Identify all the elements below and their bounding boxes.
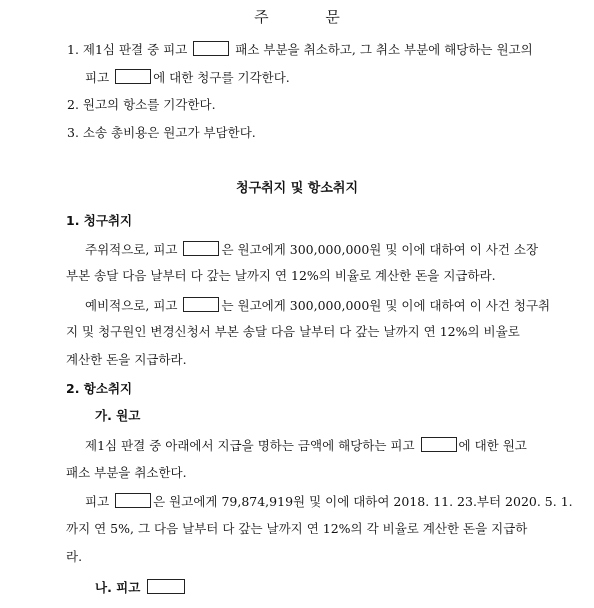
primary-claim-text-a: 주위적으로, 피고 bbox=[85, 242, 182, 257]
plaintiff-p2-line-2: 까지 연 5%, 그 다음 날부터 다 갚는 날까지 연 12%의 각 비율로 계산한 돈을 지급하 bbox=[66, 521, 528, 536]
appeal-heading: 2. 항소취지 bbox=[66, 381, 133, 396]
plaintiff-p1-text-a: 제1심 판결 중 아래에서 지급을 명하는 금액에 해당하는 피고 bbox=[85, 438, 419, 453]
defendant-heading bbox=[95, 579, 187, 596]
primary-claim-text-b: 은 원고에게 300,000,000원 및 이에 대하여 이 사건 소장 bbox=[221, 242, 539, 257]
claims-heading: 1. 청구취지 bbox=[66, 213, 133, 228]
primary-claim-line-2: 부본 송달 다음 날부터 다 갚는 날까지 연 12%의 비율로 계산한 돈을 지급하라. bbox=[66, 268, 496, 283]
section-title: 청구취지 및 항소취지 bbox=[235, 181, 359, 196]
alt-claim-line-1 bbox=[85, 297, 550, 314]
plaintiff-p2-text-a: 피고 bbox=[85, 494, 114, 509]
redaction-box bbox=[421, 437, 457, 452]
defendant-heading-text: 나. 피고 bbox=[95, 580, 145, 595]
alt-claim-text-a: 예비적으로, 피고 bbox=[85, 298, 182, 313]
alt-claim-line-2: 지 및 청구원인 변경신청서 부본 송달 다음 날부터 다 갚는 날까지 연 12%의 비율로 bbox=[66, 324, 520, 339]
redaction-box bbox=[147, 579, 185, 594]
plaintiff-p1-line-1 bbox=[85, 437, 527, 454]
order-item-1-cont bbox=[85, 69, 290, 86]
alt-claim-line-3: 계산한 돈을 지급하라. bbox=[66, 352, 187, 367]
plaintiff-p2-text-b: 은 원고에게 79,874,919원 및 이에 대하여 2018. 11. 23.부터 2020. 5. 1. bbox=[153, 494, 573, 509]
plaintiff-p2-line-3: 라. bbox=[66, 549, 83, 564]
redaction-box bbox=[115, 69, 151, 84]
plaintiff-p1-text-b: 에 대한 원고 bbox=[458, 438, 527, 453]
plaintiff-p2-line-1 bbox=[85, 493, 573, 510]
order-title: 주 문 bbox=[254, 8, 366, 26]
redaction-box bbox=[183, 241, 219, 256]
order-item-1-text-a: 1. 제1심 판결 중 피고 bbox=[67, 42, 192, 57]
alt-claim-text-b: 는 원고에게 300,000,000원 및 이에 대하여 이 사건 청구취 bbox=[221, 298, 551, 313]
order-item-2: 2. 원고의 항소를 기각한다. bbox=[67, 97, 216, 112]
redaction-box bbox=[115, 493, 151, 508]
plaintiff-heading: 가. 원고 bbox=[95, 408, 141, 423]
order-item-1 bbox=[67, 41, 533, 58]
redaction-box bbox=[193, 41, 229, 56]
order-item-1-text-b: 패소 부분을 취소하고, 그 취소 부분에 해당하는 원고의 bbox=[231, 42, 533, 57]
redaction-box bbox=[183, 297, 219, 312]
order-item-1-cont-text-b: 에 대한 청구를 기각한다. bbox=[153, 70, 290, 85]
plaintiff-p1-line-2: 패소 부분을 취소한다. bbox=[66, 465, 187, 480]
order-item-1-cont-text-a: 피고 bbox=[85, 70, 114, 85]
primary-claim-line-1 bbox=[85, 241, 538, 258]
order-item-3: 3. 소송 총비용은 원고가 부담한다. bbox=[67, 125, 256, 140]
